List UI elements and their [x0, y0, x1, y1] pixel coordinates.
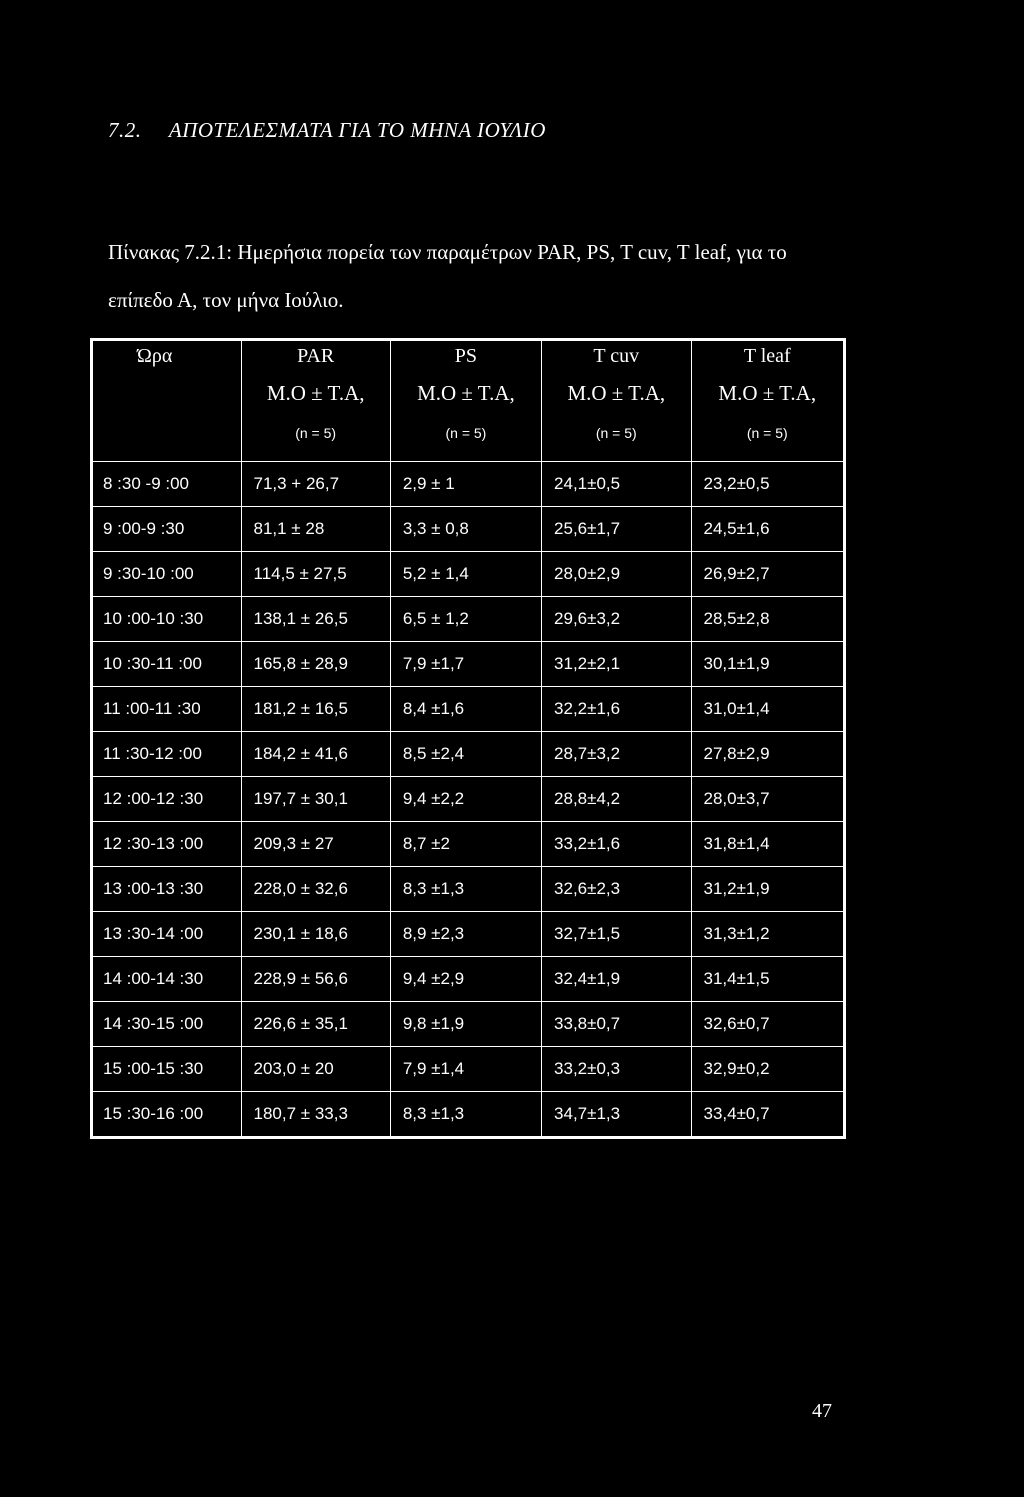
cell-tleaf: 28,0±3,7	[691, 777, 844, 822]
cell-tcuv: 25,6±1,7	[542, 507, 691, 552]
cell-ps: 8,5 ±2,4	[390, 732, 541, 777]
cell-tleaf: 32,6±0,7	[691, 1002, 844, 1047]
cell-tcuv: 32,4±1,9	[542, 957, 691, 1002]
cell-tleaf: 24,5±1,6	[691, 507, 844, 552]
results-table	[90, 338, 846, 1139]
cell-time: 8 :30 -9 :00	[92, 462, 242, 507]
cell-par: 230,1 ± 18,6	[241, 912, 390, 957]
table-row	[92, 822, 845, 867]
cell-ps: 9,4 ±2,9	[390, 957, 541, 1002]
column-n-par: (n = 5)	[241, 425, 390, 462]
table-row	[92, 732, 845, 777]
cell-tcuv: 33,8±0,7	[542, 1002, 691, 1047]
cell-par: 197,7 ± 30,1	[241, 777, 390, 822]
cell-time: 12 :30-13 :00	[92, 822, 242, 867]
page-number: 47	[812, 1400, 832, 1422]
table-row	[92, 912, 845, 957]
header-row-stat	[92, 381, 845, 425]
cell-time: 14 :30-15 :00	[92, 1002, 242, 1047]
cell-par: 184,2 ± 41,6	[241, 732, 390, 777]
cell-par: 226,6 ± 35,1	[241, 1002, 390, 1047]
cell-time: 13 :30-14 :00	[92, 912, 242, 957]
cell-par: 181,2 ± 16,5	[241, 687, 390, 732]
cell-tcuv: 32,6±2,3	[542, 867, 691, 912]
cell-tcuv: 32,2±1,6	[542, 687, 691, 732]
cell-ps: 8,3 ±1,3	[390, 867, 541, 912]
cell-time: 14 :00-14 :30	[92, 957, 242, 1002]
table-row	[92, 1092, 845, 1138]
cell-par: 209,3 ± 27	[241, 822, 390, 867]
cell-tcuv: 33,2±1,6	[542, 822, 691, 867]
column-stat-ps: Μ.Ο ± Τ.Α,	[390, 381, 541, 425]
cell-tleaf: 33,4±0,7	[691, 1092, 844, 1138]
column-header-time: Ώρα	[92, 340, 242, 382]
table-row	[92, 1002, 845, 1047]
table-row	[92, 597, 845, 642]
cell-tcuv: 33,2±0,3	[542, 1047, 691, 1092]
table-row	[92, 552, 845, 597]
cell-par: 114,5 ± 27,5	[241, 552, 390, 597]
column-header-par: PAR	[241, 340, 390, 382]
cell-ps: 5,2 ± 1,4	[390, 552, 541, 597]
column-stat-tleaf: Μ.Ο ± Τ.Α,	[691, 381, 844, 425]
cell-time: 9 :00-9 :30	[92, 507, 242, 552]
cell-ps: 7,9 ±1,7	[390, 642, 541, 687]
column-stat-tcuv: Μ.Ο ± Τ.Α,	[542, 381, 691, 425]
cell-tleaf: 30,1±1,9	[691, 642, 844, 687]
cell-time: 15 :00-15 :30	[92, 1047, 242, 1092]
header-row-n	[92, 425, 845, 462]
cell-tcuv: 31,2±2,1	[542, 642, 691, 687]
cell-par: 228,0 ± 32,6	[241, 867, 390, 912]
column-n-tcuv: (n = 5)	[542, 425, 691, 462]
table-caption: Πίνακας 7.2.1: Ημερήσια πορεία των παραμέτρων PAR, PS, T cuv, T leaf, για το επίπεδο Α, τον μήνα Ιούλιο.	[108, 240, 787, 312]
cell-tleaf: 32,9±0,2	[691, 1047, 844, 1092]
section-heading	[108, 118, 546, 143]
cell-time: 10 :00-10 :30	[92, 597, 242, 642]
cell-time: 11 :30-12 :00	[92, 732, 242, 777]
cell-par: 165,8 ± 28,9	[241, 642, 390, 687]
column-header-tleaf: T leaf	[691, 340, 844, 382]
table-body	[92, 462, 845, 1138]
cell-ps: 8,4 ±1,6	[390, 687, 541, 732]
cell-ps: 8,3 ±1,3	[390, 1092, 541, 1138]
cell-time: 9 :30-10 :00	[92, 552, 242, 597]
cell-tcuv: 28,0±2,9	[542, 552, 691, 597]
table-row	[92, 507, 845, 552]
table-row	[92, 687, 845, 732]
cell-par: 228,9 ± 56,6	[241, 957, 390, 1002]
cell-par: 203,0 ± 20	[241, 1047, 390, 1092]
column-stat-time	[92, 381, 242, 425]
column-n-ps: (n = 5)	[390, 425, 541, 462]
cell-tleaf: 31,3±1,2	[691, 912, 844, 957]
cell-tcuv: 28,8±4,2	[542, 777, 691, 822]
cell-ps: 6,5 ± 1,2	[390, 597, 541, 642]
cell-tcuv: 32,7±1,5	[542, 912, 691, 957]
table-row	[92, 867, 845, 912]
table-row	[92, 957, 845, 1002]
cell-time: 11 :00-11 :30	[92, 687, 242, 732]
cell-par: 81,1 ± 28	[241, 507, 390, 552]
cell-tcuv: 34,7±1,3	[542, 1092, 691, 1138]
cell-ps: 7,9 ±1,4	[390, 1047, 541, 1092]
cell-tleaf: 26,9±2,7	[691, 552, 844, 597]
header-row-names	[92, 340, 845, 382]
table-row	[92, 462, 845, 507]
column-n-time	[92, 425, 242, 462]
cell-ps: 8,7 ±2	[390, 822, 541, 867]
cell-tleaf: 31,8±1,4	[691, 822, 844, 867]
cell-tleaf: 31,2±1,9	[691, 867, 844, 912]
cell-tleaf: 23,2±0,5	[691, 462, 844, 507]
cell-tleaf: 31,0±1,4	[691, 687, 844, 732]
cell-tcuv: 29,6±3,2	[542, 597, 691, 642]
cell-ps: 9,8 ±1,9	[390, 1002, 541, 1047]
table-row	[92, 1047, 845, 1092]
cell-time: 13 :00-13 :30	[92, 867, 242, 912]
table-row	[92, 642, 845, 687]
cell-ps: 8,9 ±2,3	[390, 912, 541, 957]
column-stat-par: Μ.Ο ± Τ.Α,	[241, 381, 390, 425]
cell-tleaf: 27,8±2,9	[691, 732, 844, 777]
cell-time: 10 :30-11 :00	[92, 642, 242, 687]
column-header-tcuv: T cuv	[542, 340, 691, 382]
cell-time: 12 :00-12 :30	[92, 777, 242, 822]
cell-par: 71,3 + 26,7	[241, 462, 390, 507]
cell-ps: 2,9 ± 1	[390, 462, 541, 507]
cell-par: 180,7 ± 33,3	[241, 1092, 390, 1138]
cell-tleaf: 28,5±2,8	[691, 597, 844, 642]
cell-ps: 3,3 ± 0,8	[390, 507, 541, 552]
table-row	[92, 777, 845, 822]
section-title: ΑΠΟΤΕΛΕΣΜΑΤΑ ΓΙΑ ΤΟ ΜΗΝΑ ΙΟΥΛΙΟ	[168, 118, 546, 142]
column-header-ps: PS	[390, 340, 541, 382]
section-number: 7.2.	[108, 118, 142, 142]
cell-tcuv: 28,7±3,2	[542, 732, 691, 777]
column-n-tleaf: (n = 5)	[691, 425, 844, 462]
cell-ps: 9,4 ±2,2	[390, 777, 541, 822]
cell-time: 15 :30-16 :00	[92, 1092, 242, 1138]
cell-tcuv: 24,1±0,5	[542, 462, 691, 507]
cell-tleaf: 31,4±1,5	[691, 957, 844, 1002]
cell-par: 138,1 ± 26,5	[241, 597, 390, 642]
